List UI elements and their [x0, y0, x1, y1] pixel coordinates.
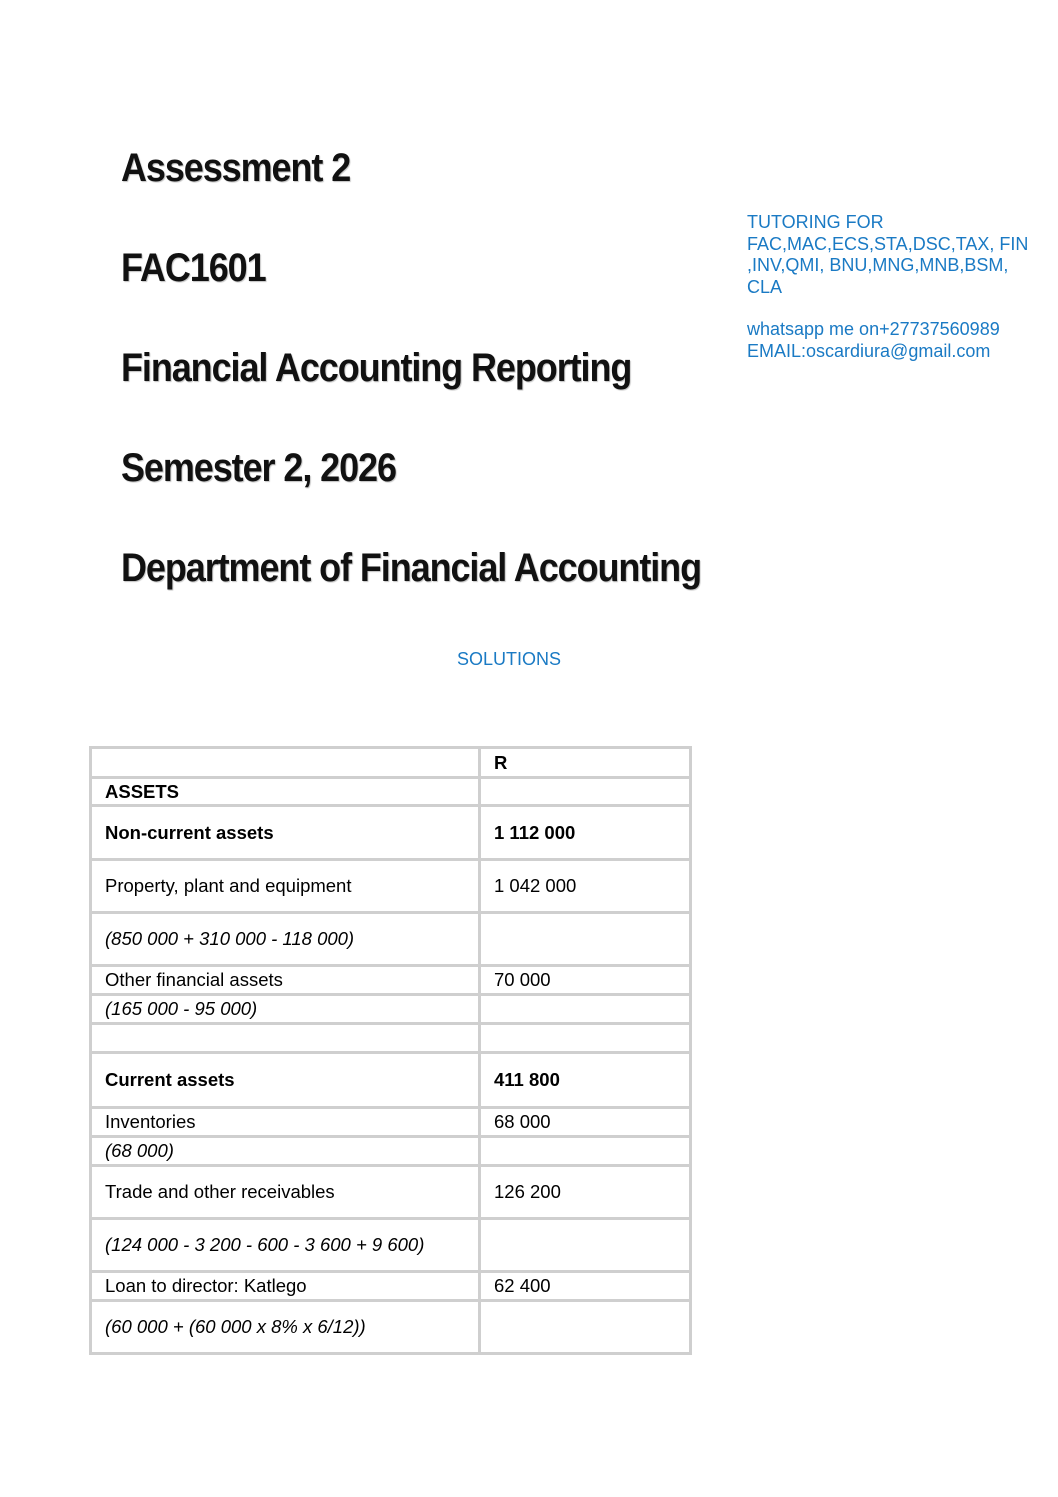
row-value	[480, 1024, 691, 1053]
row-value: 1 112 000	[480, 806, 691, 860]
row-value: 126 200	[480, 1166, 691, 1219]
row-label: Inventories	[91, 1108, 480, 1137]
advert-line: TUTORING FOR	[747, 212, 884, 232]
table-row	[91, 1108, 691, 1137]
row-label: Property, plant and equipment	[91, 860, 480, 913]
table-row	[91, 1301, 691, 1354]
tutoring-advert	[747, 212, 1047, 362]
module-code-heading: FAC1601	[121, 246, 266, 290]
table-row	[91, 1166, 691, 1219]
row-label: (850 000 + 310 000 - 118 000)	[91, 913, 480, 966]
advert-line: ,INV,QMI, BNU,MNG,MNB,BSM,	[747, 255, 1009, 275]
row-value	[480, 778, 691, 806]
table-row	[91, 1137, 691, 1166]
table-row	[91, 778, 691, 806]
table-row	[91, 1053, 691, 1108]
statement-table	[89, 746, 692, 1355]
row-label: Loan to director: Katlego	[91, 1272, 480, 1301]
row-label: Non-current assets	[91, 806, 480, 860]
assessment-heading: Assessment 2	[121, 146, 351, 190]
row-value: 62 400	[480, 1272, 691, 1301]
row-value: R	[480, 748, 691, 778]
row-label	[91, 1024, 480, 1053]
table-row	[91, 748, 691, 778]
table-row	[91, 1272, 691, 1301]
row-label: Trade and other receivables	[91, 1166, 480, 1219]
module-title-heading: Financial Accounting Reporting	[121, 346, 632, 390]
row-value: 411 800	[480, 1053, 691, 1108]
table-row	[91, 966, 691, 995]
advert-line: CLA	[747, 276, 783, 297]
row-label: (124 000 - 3 200 - 600 - 3 600 + 9 600)	[91, 1219, 480, 1272]
email-contact: EMAIL:oscardiura@gmail.com	[747, 340, 991, 361]
whatsapp-contact: whatsapp me on+27737560989	[747, 319, 1000, 339]
table-row	[91, 995, 691, 1024]
row-value: 68 000	[480, 1108, 691, 1137]
semester-heading: Semester 2, 2026	[121, 446, 396, 490]
row-value	[480, 1301, 691, 1354]
table-row	[91, 1219, 691, 1272]
row-label: Other financial assets	[91, 966, 480, 995]
advert-line: FAC,MAC,ECS,STA,DSC,TAX, FIN	[747, 233, 1029, 254]
row-value	[480, 995, 691, 1024]
solutions-label: SOLUTIONS	[457, 649, 562, 669]
row-label: (60 000 + (60 000 x 8% x 6/12))	[91, 1301, 480, 1354]
row-label: (165 000 - 95 000)	[91, 995, 480, 1024]
table-row	[91, 806, 691, 860]
row-value: 1 042 000	[480, 860, 691, 913]
row-value: 70 000	[480, 966, 691, 995]
row-label: (68 000)	[91, 1137, 480, 1166]
department-heading: Department of Financial Accounting	[121, 546, 701, 590]
row-label: ASSETS	[91, 778, 480, 806]
row-label	[91, 748, 480, 778]
table-row	[91, 1024, 691, 1053]
table-row	[91, 913, 691, 966]
row-value	[480, 1137, 691, 1166]
table-row	[91, 860, 691, 913]
row-value	[480, 1219, 691, 1272]
row-label: Current assets	[91, 1053, 480, 1108]
row-value	[480, 913, 691, 966]
